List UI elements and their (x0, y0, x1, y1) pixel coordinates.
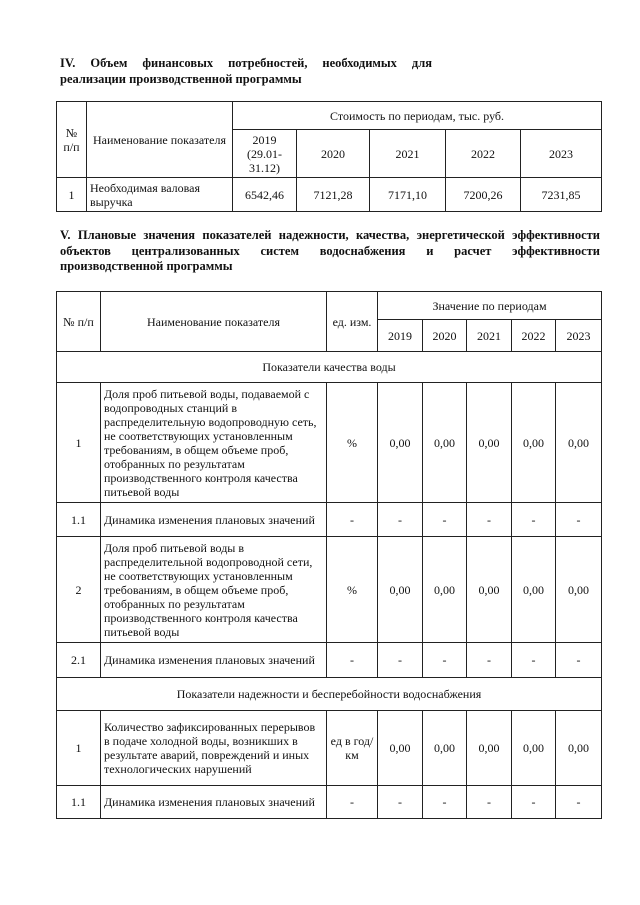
row-value: 0,00 (512, 383, 556, 503)
row-name: Доля проб питьевой воды, подаваемой с водопроводных станций в распределительную водопроводную сеть, не соответствующих установленным требованиям, в общем объеме проб, отобранных по результатам производственного контроля качества питьевой воды (101, 383, 327, 503)
row-value: 0,00 (423, 383, 467, 503)
year-header: 2019 (378, 320, 423, 352)
row-value: 0,00 (467, 537, 512, 643)
row-value: 0,00 (423, 711, 467, 786)
row-unit: - (327, 503, 378, 537)
section-4-heading (60, 56, 432, 87)
row-value: - (512, 786, 556, 819)
year-header: 2022 (512, 320, 556, 352)
row-value: - (423, 786, 467, 819)
row-name: Количество зафиксированных перерывов в подаче холодной воды, возникших в результате аварий, повреждений и иных технологических нарушений (101, 711, 327, 786)
group-water-quality: Показатели качества воды (57, 352, 602, 383)
row-value: 6542,46 (233, 178, 297, 212)
row-num: 2 (57, 537, 101, 643)
group-header-row (57, 678, 602, 711)
row-value: 7200,26 (446, 178, 521, 212)
row-value: - (467, 643, 512, 678)
row-value: - (378, 643, 423, 678)
col-name-header: Наименование показателя (101, 292, 327, 352)
section-4-title-line-2: реализации производственной программы (60, 71, 302, 86)
table-header-row (57, 292, 602, 320)
section-5-title-line-3: производственной программы (60, 259, 233, 273)
row-value: 0,00 (556, 711, 602, 786)
row-value: - (556, 643, 602, 678)
section-4-title-line-1: IV. Объем финансовых потребностей, необходимых для (60, 56, 432, 70)
row-num: 1.1 (57, 503, 101, 537)
year-header: 2020 (423, 320, 467, 352)
table-row (57, 383, 602, 503)
table-row (57, 711, 602, 786)
row-name: Доля проб питьевой воды в распределительной водопроводной сети, не соответствующих установленным требованиям, в общем объеме проб, отобранных по результатам производственного контроля качества питьевой воды (101, 537, 327, 643)
row-unit: - (327, 786, 378, 819)
row-value: 7121,28 (297, 178, 370, 212)
table-row (57, 537, 602, 643)
row-value: 0,00 (512, 711, 556, 786)
table-header-row (57, 102, 602, 130)
period-header: 2020 (297, 130, 370, 178)
col-name-header: Наименование показателя (87, 102, 233, 178)
row-value: - (423, 643, 467, 678)
row-num: 1.1 (57, 786, 101, 819)
col-num-header: № п/п (57, 292, 101, 352)
group-header-row (57, 352, 602, 383)
table-row (57, 503, 602, 537)
row-value: 0,00 (423, 537, 467, 643)
row-value: 0,00 (378, 383, 423, 503)
year-header: 2023 (556, 320, 602, 352)
row-value: 7231,85 (521, 178, 602, 212)
row-name: Необходимая валовая выручка (87, 178, 233, 212)
group-water-supply-reliability: Показатели надежности и бесперебойности водоснабжения (57, 678, 602, 711)
row-name: Динамика изменения плановых значений (101, 503, 327, 537)
row-value: 0,00 (467, 383, 512, 503)
table-row (57, 643, 602, 678)
row-value: 0,00 (556, 537, 602, 643)
row-value: 0,00 (378, 711, 423, 786)
col-num-header: № п/п (57, 102, 87, 178)
row-value: 0,00 (378, 537, 423, 643)
col-unit-header: ед. изм. (327, 292, 378, 352)
section-5-title-line-1: V. Плановые значения показателей надежности, качества, энергетической эффективности (60, 228, 600, 242)
financial-needs-table (56, 101, 602, 212)
row-unit: - (327, 643, 378, 678)
row-value: - (378, 786, 423, 819)
row-value: 0,00 (556, 383, 602, 503)
period-header: 2021 (370, 130, 446, 178)
row-value: 0,00 (512, 537, 556, 643)
row-num: 1 (57, 178, 87, 212)
table-row (57, 786, 602, 819)
period-header: 2022 (446, 130, 521, 178)
indicators-table (56, 291, 602, 819)
year-header: 2021 (467, 320, 512, 352)
row-value: - (556, 503, 602, 537)
row-unit: % (327, 537, 378, 643)
row-value: 7171,10 (370, 178, 446, 212)
row-unit: ед в год/ км (327, 711, 378, 786)
period-header: 2023 (521, 130, 602, 178)
section-5-heading (60, 228, 600, 275)
row-value: - (467, 786, 512, 819)
row-value: - (467, 503, 512, 537)
row-unit: % (327, 383, 378, 503)
row-value: - (423, 503, 467, 537)
row-value: 0,00 (467, 711, 512, 786)
period-header: 2019 (29.01-31.12) (233, 130, 297, 178)
col-values-header: Значение по периодам (378, 292, 602, 320)
row-num: 2.1 (57, 643, 101, 678)
section-5-title-line-2: объектов централизованных систем водоснабжения и расчет эффективности (60, 243, 600, 258)
table-row (57, 178, 602, 212)
row-value: - (556, 786, 602, 819)
col-cost-header: Стоимость по периодам, тыс. руб. (233, 102, 602, 130)
row-value: - (512, 503, 556, 537)
row-name: Динамика изменения плановых значений (101, 786, 327, 819)
row-num: 1 (57, 711, 101, 786)
row-value: - (512, 643, 556, 678)
row-value: - (378, 503, 423, 537)
row-name: Динамика изменения плановых значений (101, 643, 327, 678)
row-num: 1 (57, 383, 101, 503)
